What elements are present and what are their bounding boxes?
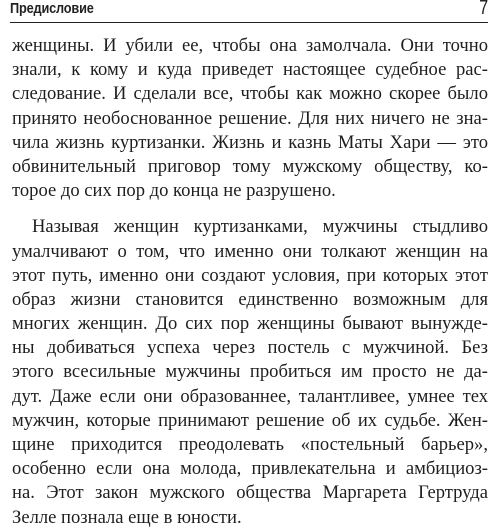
text-line: умалчивают о том, что именно они толкают женщин на xyxy=(12,240,488,262)
text-line: этого всесильные мужчины пробиться им просто не да- xyxy=(12,361,488,383)
text-line: образ жизни становится единственно возможным для xyxy=(12,288,488,310)
body-text xyxy=(12,34,488,530)
text-line: ны добиваться успеха через постель с мужчиной. Без xyxy=(12,337,488,359)
text-line: мужчин, которые принимают решение об их судьбе. Жен- xyxy=(12,409,488,431)
text-line: женщины. И убили ее, чтобы она замолчала. Они точно xyxy=(12,35,488,56)
text-line: знали, к кому и куда приведет настоящее судебное рас- xyxy=(12,59,488,81)
text-line: принято необоснованное решение. Для них ничего не зна- xyxy=(12,107,488,129)
text-line: многих женщин. До сих пор женщины бывают вынужде- xyxy=(12,313,488,335)
text-line: чила жизнь куртизанки. Жизнь и казнь Маты Хари — это xyxy=(12,131,488,153)
paragraph-1 xyxy=(12,34,488,203)
section-title: Предисловие xyxy=(10,0,94,17)
text-line: торое до сих пор до конца не разрушено. xyxy=(12,180,336,202)
text-line: Зелле познала еще в юности. xyxy=(12,506,242,528)
text-line: щине приходится преодолевать «постельный барьер», xyxy=(12,434,488,455)
text-line: следование. И сделали все, чтобы как можно скорее было xyxy=(12,83,488,105)
text-line: этот путь, именно они создают условия, при которых этот xyxy=(12,264,488,286)
page-number: 7 xyxy=(479,0,488,19)
text-line: на. Этот закон мужского общества Маргарета Гертруда xyxy=(12,482,488,504)
running-header xyxy=(10,0,488,23)
paragraph-2 xyxy=(12,215,488,529)
text-line: Называя женщин куртизанками, мужчины стыдливо xyxy=(32,216,488,238)
paragraph-gap xyxy=(12,203,488,215)
text-line: обвинительный приговор тому мужскому обществу, ко- xyxy=(12,155,488,177)
text-line: особенно если она молода, привлекательна и амбициоз- xyxy=(12,458,488,480)
text-line: дут. Даже если они образованнее, талантливее, умнее тех xyxy=(12,385,488,407)
